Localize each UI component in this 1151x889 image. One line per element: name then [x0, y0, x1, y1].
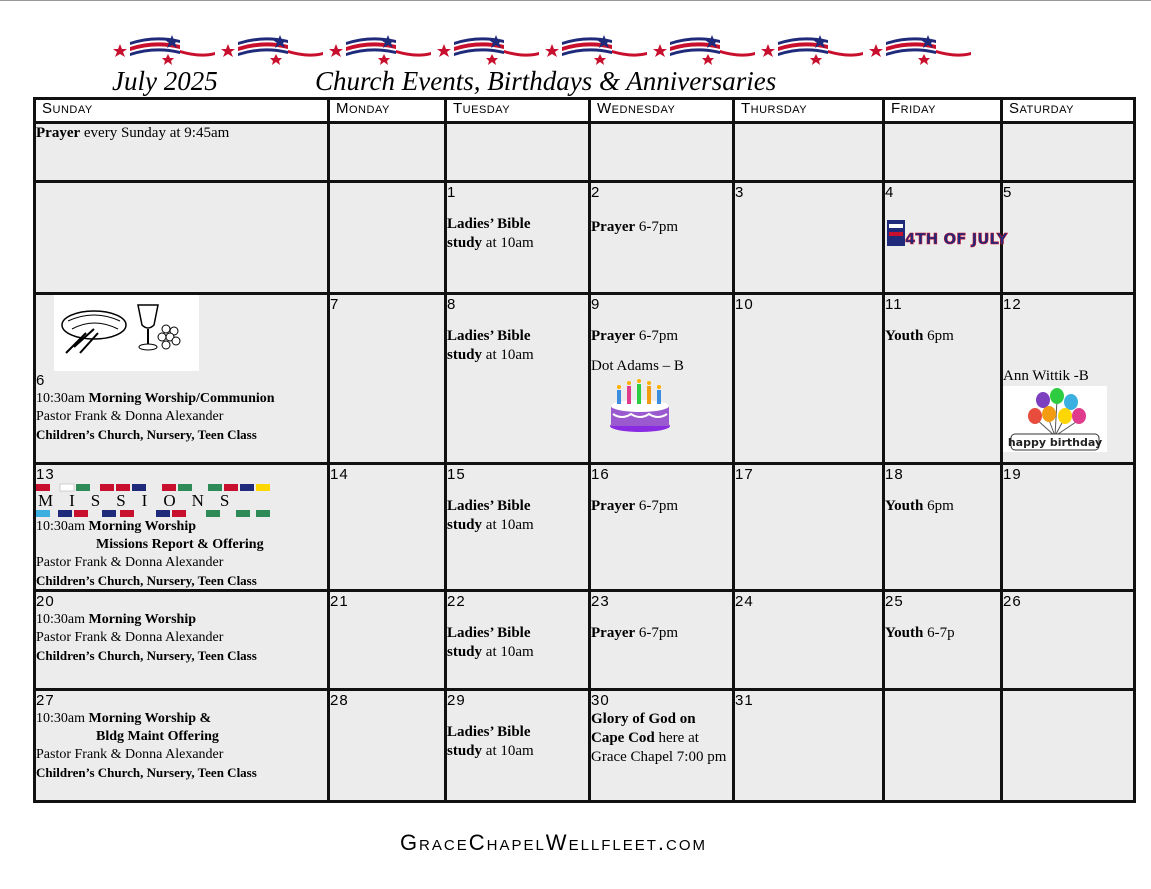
day-cell-1 — [446, 182, 590, 294]
day-cell-21 — [329, 591, 446, 690]
event-time: 6pm — [923, 328, 954, 344]
day-cell-3 — [734, 182, 884, 294]
day-cell-8 — [446, 294, 590, 464]
day-number: 28 — [330, 692, 349, 709]
day-cell-22 — [446, 591, 590, 690]
day-cell-16 — [590, 464, 734, 591]
birthday-line: Ann Wittik -B — [1003, 368, 1089, 384]
calendar-title: Church Events, Birthdays & Anniversaries — [315, 66, 777, 96]
fourth-of-july-icon — [885, 214, 1008, 254]
day-number: 17 — [735, 466, 754, 483]
day-cell-27 — [35, 690, 329, 802]
service-title: Morning Worship — [88, 519, 196, 534]
weekday-header-row — [35, 99, 1135, 123]
event-title: Ladies’ Bible — [447, 328, 531, 344]
patriotic-banner — [110, 30, 990, 66]
day-number: 29 — [447, 692, 466, 709]
day-number: 6 — [36, 372, 46, 389]
event-title: Youth — [885, 328, 924, 344]
top-rule — [0, 0, 1151, 1]
calendar-grid — [33, 97, 1136, 803]
day-number: 10 — [735, 296, 754, 313]
missions-word: MISSIONS — [38, 491, 246, 510]
day-number: 13 — [36, 466, 55, 483]
event-title: Prayer — [591, 625, 636, 641]
service-subtitle: Missions Report & Offering — [96, 537, 264, 552]
day-cell-12 — [1002, 294, 1135, 464]
event-time: 6-7pm — [635, 498, 679, 514]
children-line: Children’s Church, Nursery, Teen Class — [36, 765, 257, 780]
day-number: 1 — [447, 184, 457, 201]
service-time: 10:30am — [36, 711, 89, 726]
week-row-3 — [35, 464, 1135, 591]
prayer-label: Prayer — [36, 125, 81, 141]
pastor-line: Pastor Frank & Donna Alexander — [36, 555, 224, 570]
day-cell-2 — [590, 182, 734, 294]
day-cell-24 — [734, 591, 884, 690]
event-time: 6pm — [923, 498, 954, 514]
day-number: 12 — [1003, 296, 1022, 313]
day-cell-25 — [884, 591, 1002, 690]
week-row-2 — [35, 294, 1135, 464]
day-cell-empty — [329, 182, 446, 294]
header-friday: Friday — [884, 99, 1002, 123]
service-subtitle: Bldg Maint Offering — [96, 729, 219, 744]
day-cell-9 — [590, 294, 734, 464]
day-number: 18 — [885, 466, 904, 483]
event-time: at 10am — [482, 517, 534, 533]
day-number: 31 — [735, 692, 754, 709]
day-cell-empty — [734, 123, 884, 182]
pastor-line: Pastor Frank & Donna Alexander — [36, 630, 224, 645]
event-title: study — [447, 644, 483, 660]
day-cell-empty — [446, 123, 590, 182]
week-row-1 — [35, 182, 1135, 294]
header-tuesday: Tuesday — [446, 99, 590, 123]
pastor-line: Pastor Frank & Donna Alexander — [36, 747, 224, 762]
service-time: 10:30am — [36, 612, 89, 627]
event-title: Ladies’ Bible — [447, 216, 531, 232]
pastor-line: Pastor Frank & Donna Alexander — [36, 409, 224, 424]
day-number: 21 — [330, 593, 349, 610]
day-cell-30 — [590, 690, 734, 802]
day-cell-empty — [884, 123, 1002, 182]
day-number: 24 — [735, 593, 754, 610]
day-cell-31 — [734, 690, 884, 802]
event-title: Glory of God on Cape Cod — [591, 711, 696, 746]
day-number: 19 — [1003, 466, 1022, 483]
header-wednesday: Wednesday — [590, 99, 734, 123]
event-title: Ladies’ Bible — [447, 625, 531, 641]
day-number: 2 — [591, 184, 601, 201]
day-cell-17 — [734, 464, 884, 591]
day-number: 7 — [330, 296, 340, 313]
day-number: 8 — [447, 296, 457, 313]
day-number: 16 — [591, 466, 610, 483]
event-time: at 10am — [482, 644, 534, 660]
day-cell-4 — [884, 182, 1008, 294]
website-footer[interactable]: GraceChapelWellfleet.com — [399, 830, 708, 855]
day-cell-6 — [35, 294, 329, 464]
event-title: Ladies’ Bible — [447, 498, 531, 514]
event-title: Youth — [885, 625, 924, 641]
missions-flags-icon — [36, 484, 282, 518]
day-cell-19 — [1002, 464, 1135, 591]
week-row-notes — [35, 123, 1135, 182]
service-title: Morning Worship — [88, 612, 196, 627]
event-title: study — [447, 235, 483, 251]
day-number: 9 — [591, 296, 601, 313]
day-cell-18 — [884, 464, 1002, 591]
event-time: 6-7pm — [635, 219, 679, 235]
day-cell-empty — [884, 690, 1002, 802]
day-cell-26 — [1002, 591, 1135, 690]
day-number: 15 — [447, 466, 466, 483]
day-cell-29 — [446, 690, 590, 802]
event-time: at 10am — [482, 743, 534, 759]
week-row-4 — [35, 591, 1135, 690]
day-cell-empty — [1002, 690, 1135, 802]
day-cell-20 — [35, 591, 329, 690]
event-time: 6-7p — [923, 625, 955, 641]
service-time: 10:30am — [36, 519, 89, 534]
event-time: 6-7pm — [635, 328, 679, 344]
birthday-cake-icon — [607, 376, 673, 434]
event-title: Prayer — [591, 498, 636, 514]
week-row-5 — [35, 690, 1135, 802]
balloons-icon — [1003, 386, 1107, 452]
day-cell-28 — [329, 690, 446, 802]
event-title: Prayer — [591, 219, 636, 235]
happy-birthday-label: happy birthday — [1007, 436, 1103, 449]
event-detail: here at Grace Chapel 7:00 pm — [591, 730, 727, 765]
day-number: 11 — [885, 296, 903, 313]
header-saturday: Saturday — [1002, 99, 1135, 123]
header-sunday: Sunday — [35, 99, 329, 123]
day-cell-23 — [590, 591, 734, 690]
fourth-of-july-label: 4TH OF JULY — [905, 230, 1008, 248]
communion-icon — [54, 295, 199, 371]
event-title: study — [447, 347, 483, 363]
day-cell-note-sunday — [35, 123, 329, 182]
service-title: Morning Worship/Communion — [88, 391, 275, 406]
day-cell-empty — [1002, 123, 1135, 182]
day-number: 23 — [591, 593, 610, 610]
header-monday: Monday — [329, 99, 446, 123]
header-thursday: Thursday — [734, 99, 884, 123]
day-number: 22 — [447, 593, 466, 610]
event-time: at 10am — [482, 235, 534, 251]
event-time: at 10am — [482, 347, 534, 363]
children-line: Children’s Church, Nursery, Teen Class — [36, 427, 257, 442]
day-cell-14 — [329, 464, 446, 591]
event-time: 6-7pm — [635, 625, 679, 641]
event-title: Ladies’ Bible — [447, 724, 531, 740]
day-cell-10 — [734, 294, 884, 464]
day-number: 3 — [735, 184, 745, 201]
children-line: Children’s Church, Nursery, Teen Class — [36, 648, 257, 663]
event-title: Prayer — [591, 328, 636, 344]
day-cell-empty — [35, 182, 329, 294]
day-number: 26 — [1003, 593, 1022, 610]
prayer-note: every Sunday at 9:45am — [80, 125, 230, 141]
children-line: Children’s Church, Nursery, Teen Class — [36, 573, 257, 588]
service-time: 10:30am — [36, 391, 89, 406]
day-number: 27 — [36, 692, 55, 709]
day-cell-13 — [35, 464, 329, 591]
day-number: 14 — [330, 466, 349, 483]
event-title: Youth — [885, 498, 924, 514]
day-cell-11 — [884, 294, 1002, 464]
day-cell-empty — [590, 123, 734, 182]
day-number: 4 — [885, 184, 895, 201]
day-cell-15 — [446, 464, 590, 591]
event-title: study — [447, 743, 483, 759]
day-cell-7 — [329, 294, 446, 464]
service-title: Morning Worship & — [88, 711, 212, 726]
day-cell-empty — [329, 123, 446, 182]
day-number: 30 — [591, 692, 610, 709]
event-title: study — [447, 517, 483, 533]
day-number: 25 — [885, 593, 904, 610]
birthday-line: Dot Adams – B — [591, 358, 684, 374]
month-title: July 2025 — [112, 66, 218, 96]
day-number: 5 — [1003, 184, 1013, 201]
day-number: 20 — [36, 593, 55, 610]
day-cell-5 — [1002, 182, 1135, 294]
